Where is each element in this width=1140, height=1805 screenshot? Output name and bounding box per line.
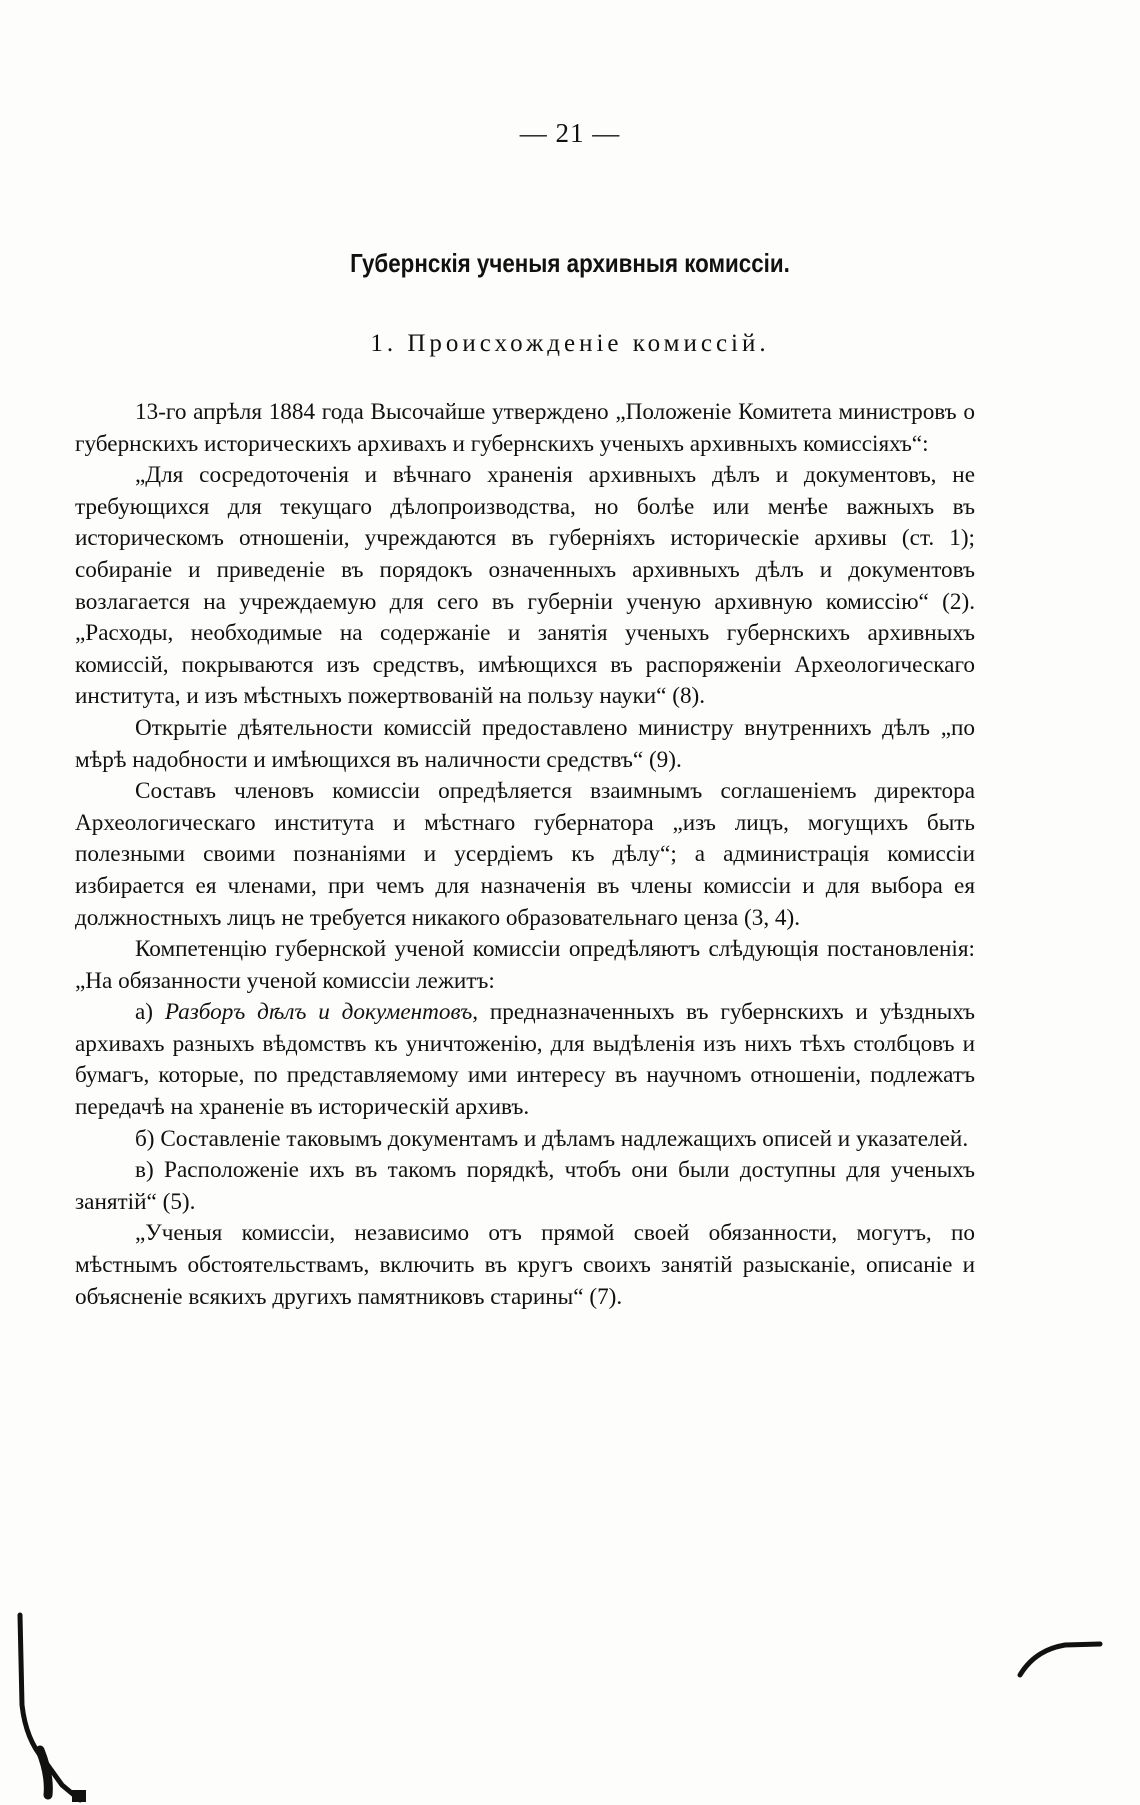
list-item-c: в) Расположеніе ихъ въ такомъ порядкѣ, чтобъ они были доступны для ученыхъ занятій“ (5). <box>75 1157 975 1215</box>
list-item-a-text: предназначенныхъ въ губернскихъ и уѣздныхъ архивахъ разныхъ вѣдомствъ къ уничтоженію, для выдѣленія изъ нихъ тѣхъ столбцовъ и бумагъ, которые, по представляемому ими интересу въ научномъ отношеніи, подлежатъ передачѣ на храненіе въ историческій архивъ. <box>75 999 976 1121</box>
list-item-a <box>75 997 975 1123</box>
paragraph-competence: Компетенцію губернской ученой комиссіи опредѣляютъ слѣдующія постановленія: „На обязанности ученой комиссіи лежитъ: <box>75 936 975 994</box>
margin-ink-mark <box>0 1590 110 1805</box>
paragraph-closing-quote: „Ученыя комиссіи, независимо отъ прямой своей обязанности, могутъ, по мѣстнымъ обстоятельствамъ, включить въ кругъ своихъ занятій разысканіе, описаніе и объясненіе всякихъ другихъ памятниковъ старины“ (7). <box>75 1220 975 1310</box>
paragraph-intro: 13-го апрѣля 1884 года Высочайше утверждено „Положеніе Комитета министровъ о губернскихъ историческихъ архивахъ и губернскихъ ученыхъ архивныхъ комиссіяхъ“: <box>75 399 975 457</box>
paragraph-statute-quote: „Для сосредоточенія и вѣчнаго храненія архивныхъ дѣлъ и документовъ, не требующихся для текущаго дѣлопроизводства, но болѣе или менѣе важныхъ въ историческомъ отношеніи, учреждаются въ губерніяхъ историческіе архивы (ст. 1); собираніе и приведеніе въ порядокъ означенныхъ архивныхъ дѣлъ и документовъ возлагается на учреждаемую для сего въ губерніи ученую архивную комиссію“ (2). „Расходы, необходимые на содержаніе и занятія ученыхъ губернскихъ архивныхъ комиссій, покрываются изъ средствъ, имѣющихся въ распоряженіи Археологическаго института, и изъ мѣстныхъ пожертвованій на пользу науки“ (8). <box>75 462 975 710</box>
page-title: Губернскія ученыя архивныя комиссіи. <box>350 248 790 278</box>
list-item-a-italic: Разборъ дѣлъ и документовъ, <box>164 999 479 1026</box>
paragraph-membership: Составъ членовъ комиссіи опредѣляется взаимнымъ соглашеніемъ директора Археологическаго института и мѣстнаго губернатора „изъ лицъ, могущихъ быть полезными своими познаніями и усердіемъ къ дѣлу“; а администрація комиссіи избирается ея членами, при чемъ для назначенія въ члены комиссіи и для выбора ея должностныхъ лицъ не требуется никакого образовательнаго ценза (3, 4). <box>75 778 975 931</box>
paragraph-opening: Открытіе дѣятельности комиссій предоставлено министру внутреннихъ дѣлъ „по мѣрѣ надобности и имѣющихся въ наличности средствъ“ (9). <box>75 714 975 773</box>
corner-ink-mark <box>1010 1630 1110 1680</box>
page-number: — 21 — <box>519 118 621 148</box>
body-text <box>75 397 975 1313</box>
list-item-a-prefix: а) <box>135 999 165 1026</box>
section-heading: 1. Происхожденіе комиссій. <box>370 330 770 357</box>
list-item-b: б) Составленіе таковымъ документамъ и дѣламъ надлежащихъ описей и указателей. <box>135 1125 969 1152</box>
